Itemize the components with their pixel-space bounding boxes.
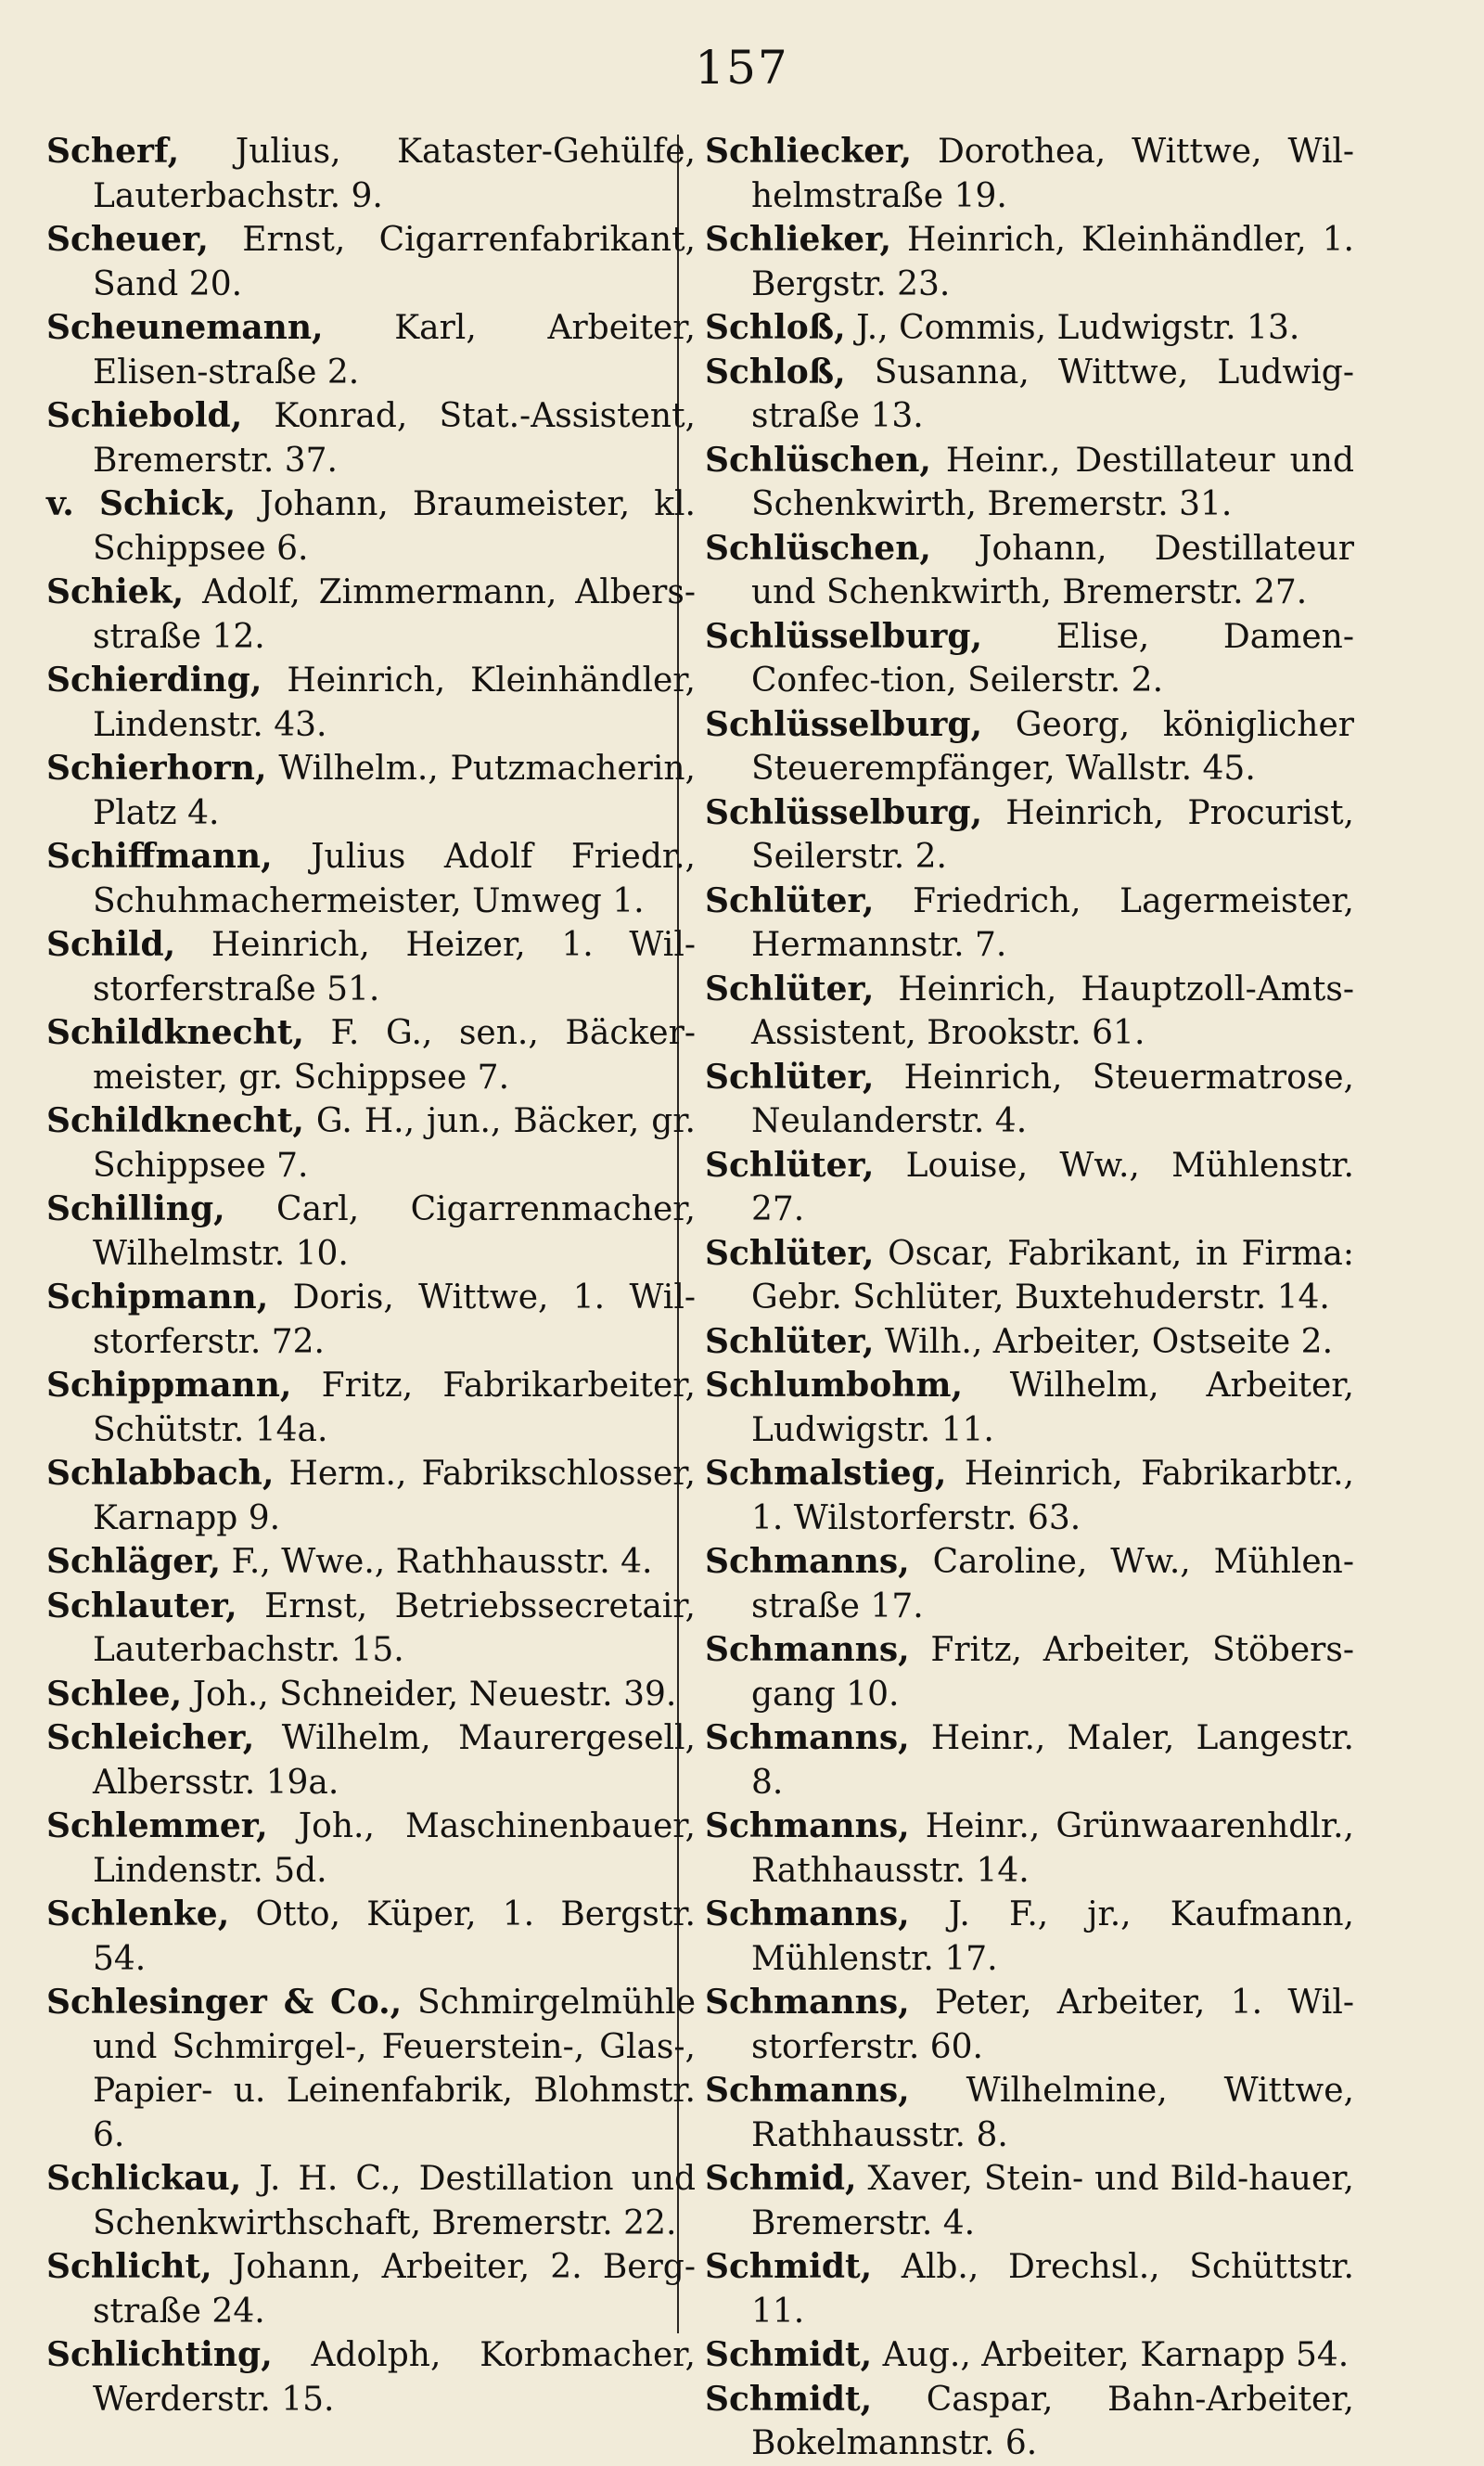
entry-details: Wilh., Arbeiter, Ostseite 2. [884,1322,1334,1361]
directory-entry [705,968,1354,1056]
directory-entry [46,1099,696,1188]
entry-name: Schlüter, [705,969,875,1008]
entry-name: Schmid, [705,2159,857,2198]
directory-entry [46,1540,696,1585]
entry-details: Heinrich, Heizer, 1. Wil-storferstraße 51. [93,926,696,1008]
entry-details: Wilhelmine, Wittwe, Rathhausstr. 8. [751,2072,1354,2154]
entry-details: Wilhelm, Maurergesell, Albersstr. 19a. [93,1719,696,1802]
entry-name: Schloß, [705,352,846,392]
entry-name: Schmidt, [705,2379,873,2419]
entry-details: Aug., Arbeiter, Karnapp 54. [882,2336,1350,2374]
directory-entry [46,923,696,1011]
directory-entry [705,1144,1354,1232]
directory-entry [705,2245,1354,2333]
entry-details: Elise, Damen-Confec-tion, Seilerstr. 2. [751,617,1354,700]
right-column [705,130,1354,2466]
directory-entry [705,130,1354,218]
entry-details: Georg, königlicher Steuerempfänger, Wallstr. 45. [751,705,1354,788]
entry-details: Karl, Arbeiter, Elisen-straße 2. [93,309,696,392]
entry-name: Schmanns, [705,1806,910,1845]
directory-entry [705,703,1354,791]
entry-name: Scheuer, [46,220,209,259]
entry-name: Schlüschen, [705,440,931,480]
entry-name: Schlüter, [705,880,875,920]
directory-entry [46,394,696,482]
entry-name: Schlüter, [705,1233,875,1273]
entry-details: Otto, Küper, 1. Bergstr. 54. [93,1895,696,1978]
entry-details: F., Wwe., Rathhausstr. 4. [231,1543,653,1581]
entry-name: Scheunemann, [46,308,324,347]
entry-name: Scherf, [46,132,180,171]
entry-name: Schlüsselburg, [705,792,983,832]
entry-name: Schmidt, [705,2335,873,2374]
entry-details: Konrad, Stat.-Assistent, Bremerstr. 37. [93,397,696,480]
entry-name: Schlickau, [46,2159,242,2198]
entry-name: Schlicht, [46,2247,212,2286]
entry-details: Julius, Kataster-Gehülfe, Lauterbachstr. 9. [93,133,696,215]
entry-name: Schiek, [46,572,185,611]
entry-name: Schlüschen, [705,528,931,568]
entry-details: Heinr., Destillateur und Schenkwirth, Bremerstr. 31. [751,441,1354,523]
entry-name: Schippmann, [46,1366,292,1405]
entry-details: J., Commis, Ludwigstr. 13. [856,309,1300,347]
entry-name: Schildknecht, [46,1013,304,1052]
entry-name: Schliecker, [705,132,912,171]
entry-details: Julius Adolf Friedr., Schuhmachermeister, Umweg 1. [93,838,697,920]
entry-details: Heinrich, Steuermatrose, Neulanderstr. 4. [751,1058,1354,1140]
entry-details: Joh., Maschinenbauer, Lindenstr. 5d. [93,1807,696,1890]
entry-name: Schlee, [46,1674,183,1714]
entry-details: Fritz, Arbeiter, Stöbers-gang 10. [751,1631,1354,1714]
entry-name: Schiebold, [46,396,243,435]
directory-entry [46,1716,696,1805]
directory-entry [46,571,696,659]
entry-name: Schlichting, [46,2335,273,2374]
directory-entry [46,1364,696,1452]
directory-entry [46,659,696,747]
entry-details: Heinrich, Kleinhändler, 1. Bergstr. 23. [751,221,1354,303]
directory-entry [705,527,1354,615]
entry-details: Heinrich, Procurist, Seilerstr. 2. [751,793,1354,876]
entry-details: Fritz, Fabrikarbeiter, Schütstr. 14a. [93,1367,696,1449]
entry-name: Schmanns, [705,1718,910,1757]
entry-name: Schipmann, [46,1278,269,1316]
entry-name: Schmanns, [705,1983,910,2022]
entry-name: Schläger, [46,1542,222,1581]
directory-entry [705,1805,1354,1893]
directory-entry [46,1276,696,1364]
directory-entry [705,615,1354,703]
entry-details: J. F., jr., Kaufmann, Mühlenstr. 17. [751,1895,1354,1978]
directory-entry [705,880,1354,968]
entry-name: Schilling, [46,1189,225,1228]
left-column [46,130,696,2421]
entry-name: Schlüsselburg, [705,704,983,744]
entry-name: Schlemmer, [46,1806,268,1845]
entry-name: Schierhorn, [46,749,267,788]
entry-details: Caroline, Ww., Mühlen-straße 17. [751,1543,1354,1625]
directory-entry [705,2378,1354,2466]
entry-details: Heinr., Maler, Langestr. 8. [751,1719,1354,1802]
directory-entry [705,2069,1354,2157]
directory-entry [705,1320,1354,1365]
entry-details: Heinrich, Fabrikarbtr., 1. Wilstorferstr. 63. [751,1455,1354,1537]
entry-name: Schlieker, [705,220,892,259]
entry-details: Joh., Schneider, Neuestr. 39. [192,1675,677,1714]
entry-name: Schmanns, [705,2071,910,2110]
entry-name: Schlüsselburg, [705,616,983,656]
entry-name: Schmalstieg, [705,1454,947,1493]
directory-entry [46,306,696,394]
entry-details: Schmirgelmühle und Schmirgel-, Feuerstein-, Glas-, Papier- u. Leinenfabrik, Blohmstr. 6. [93,1984,696,2154]
entry-details: J. H. C., Destillation und Schenkwirthschaft, Bremerstr. 22. [93,2160,696,2242]
directory-entry [705,1981,1354,2069]
entry-name: Schlauter, [46,1586,237,1625]
entry-details: Alb., Drechsl., Schüttstr. 11. [751,2248,1354,2331]
directory-entry [705,1364,1354,1452]
entry-details: F. G., sen., Bäcker-meister, gr. Schippsee 7. [93,1014,696,1097]
entry-name: Schlesinger & Co., [46,1983,403,2022]
directory-entry [705,1893,1354,1981]
entry-name: Schmidt, [705,2247,873,2286]
entry-name: Schlumbohm, [705,1366,964,1405]
entry-details: Wilhelm, Arbeiter, Ludwigstr. 11. [751,1367,1354,1449]
directory-entry [705,1452,1354,1540]
directory-entry [46,1452,696,1540]
directory-entry [46,1893,696,1981]
entry-details: G. H., jun., Bäcker, gr. Schippsee 7. [93,1102,696,1185]
entry-details: Heinrich, Hauptzoll-Amts-Assistent, Brookstr. 61. [751,970,1354,1052]
directory-entry [705,218,1354,306]
directory-entry [46,1585,696,1673]
entry-details: Doris, Wittwe, 1. Wil-storferstr. 72. [93,1278,696,1361]
entry-details: Johann, Arbeiter, 2. Berg-straße 24. [93,2248,696,2331]
entry-details: Dorothea, Wittwe, Wil-helmstraße 19. [751,133,1355,215]
entry-details: Friedrich, Lagermeister, Hermannstr. 7. [751,881,1354,964]
entry-details: Oscar, Fabrikant, in Firma: Gebr. Schlüter, Buxtehuderstr. 14. [751,1234,1354,1316]
directory-entry [46,218,696,306]
directory-entry [46,482,696,571]
entry-name: Schleicher, [46,1718,255,1757]
entry-details: Susanna, Wittwe, Ludwig-straße 13. [751,353,1354,435]
entry-name: Schmanns, [705,1630,910,1669]
entry-name: Schloß, [705,308,846,347]
entry-name: Schierding, [46,661,262,700]
entry-details: Carl, Cigarrenmacher, Wilhelmstr. 10. [93,1190,696,1273]
entry-details: Heinrich, Kleinhändler, Lindenstr. 43. [93,661,696,744]
entry-name: Schlenke, [46,1894,230,1933]
entry-name: Schlüter, [705,1321,875,1361]
entry-name: Schmanns, [705,1542,910,1581]
directory-entry [705,1232,1354,1320]
directory-entry [46,2157,696,2245]
directory-entry [46,130,696,218]
directory-entry [46,1011,696,1099]
entry-details: Adolf, Zimmermann, Albers-straße 12. [93,573,696,656]
entry-details: Louise, Ww., Mühlenstr. 27. [751,1146,1354,1228]
entry-details: Xaver, Stein- und Bild-hauer, Bremerstr. 4. [751,2160,1354,2242]
directory-entry [46,1981,696,2157]
entry-name: Schlüter, [705,1145,875,1185]
entry-details: Wilhelm., Putzmacherin, Platz 4. [93,750,696,832]
entry-name: Schild, [46,925,176,964]
directory-entry [46,747,696,835]
entry-details: Caspar, Bahn-Arbeiter, Bokelmannstr. 6. [751,2380,1354,2462]
entry-name: Schiffmann, [46,837,273,876]
directory-entry [705,2333,1354,2378]
entry-name: v. Schick, [46,484,237,523]
directory-entry [705,439,1354,527]
entry-details: Ernst, Betriebssecretair, Lauterbachstr. 15. [93,1586,696,1669]
entry-name: Schlabbach, [46,1454,275,1493]
directory-entry [46,1188,696,1276]
directory-entry [46,2333,696,2421]
directory-entry [705,1716,1354,1805]
page-number: 157 [695,41,789,95]
entry-details: Heinr., Grünwaarenhdlr., Rathhausstr. 14. [751,1807,1354,1890]
directory-entry [705,351,1354,439]
directory-entry [46,2245,696,2333]
directory-entry [705,306,1354,351]
directory-entry [46,1673,696,1717]
directory-entry [705,2157,1354,2245]
directory-entry [705,1540,1354,1628]
entry-details: Adolph, Korbmacher, Werderstr. 15. [93,2336,696,2419]
directory-entry [46,835,696,923]
entry-name: Schlüter, [705,1057,875,1097]
entry-name: Schildknecht, [46,1101,304,1140]
entry-details: Johann, Destillateur und Schenkwirth, Bremerstr. 27. [751,529,1354,611]
directory-entry [46,1805,696,1893]
entry-details: Peter, Arbeiter, 1. Wil-storferstr. 60. [751,1984,1354,2066]
directory-entry [705,1628,1354,1716]
entry-details: Herm., Fabrikschlosser, Karnapp 9. [93,1455,696,1537]
entry-name: Schmanns, [705,1894,910,1933]
directory-entry [705,791,1354,880]
entry-details: Ernst, Cigarrenfabrikant, Sand 20. [93,221,696,303]
entry-details: Johann, Braumeister, kl. Schippsee 6. [93,485,696,568]
directory-entry [705,1056,1354,1144]
